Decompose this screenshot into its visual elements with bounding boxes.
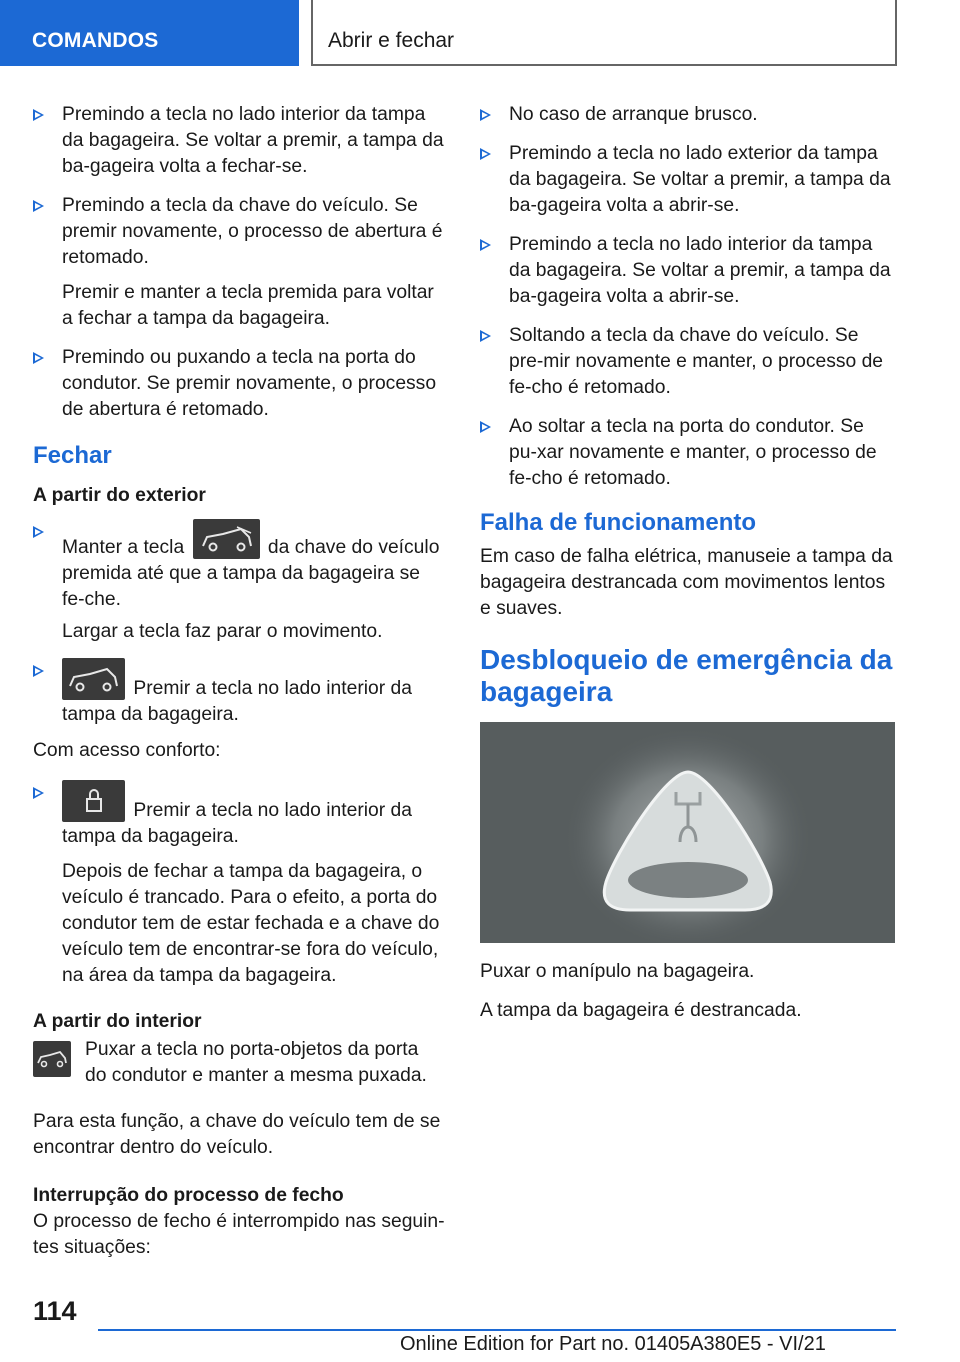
bullet-triangle-icon <box>33 352 44 364</box>
section-tab <box>0 0 299 66</box>
emergency-release-photo <box>480 722 895 943</box>
list-item: Premindo a tecla no lado interior da tampa da bagageira. Se voltar a premir, a tampa da ba-gageira volta a fechar-se. <box>33 102 445 180</box>
bullet-triangle-icon <box>33 109 44 121</box>
list-item: Ao soltar a tecla na porta do condutor. Se pu-xar novamente e manter, o processo de fe-cho é retomado. <box>480 414 896 492</box>
bullet-triangle-icon <box>33 526 44 538</box>
subheading-interior: A partir do interior <box>33 1011 202 1032</box>
footer-divider <box>98 1329 896 1331</box>
heading-falha: Falha de funcionamento <box>480 509 757 536</box>
comfort-label: Com acesso conforto: <box>33 740 221 761</box>
list-item: Premindo a tecla no lado interior da tampa da bagageira. Se voltar a premir, a tampa da ba-gageira volta a abrir-se. <box>480 232 896 310</box>
footer-edition: Online Edition for Part no. 01405A380E5 - VI/21 <box>400 1333 826 1355</box>
photo-caption-1: Puxar o manípulo na bagageira. <box>480 961 755 982</box>
bullet-triangle-icon <box>480 421 491 433</box>
list-item: Manter a tecla da chave do veículo premida até que a tampa da bagageira se fe-che. <box>33 519 445 613</box>
bullet-triangle-icon <box>480 239 491 251</box>
chapter-tab <box>311 0 897 66</box>
list-item: Premindo ou puxando a tecla na porta do condutor. Se premir novamente, o processo de abertura é retomado. <box>33 345 445 423</box>
list-item-continuation: Premir e manter a tecla premida para voltar a fechar a tampa da bagageira. <box>62 282 434 329</box>
page-number: 114 <box>33 1296 77 1326</box>
chapter-title: Abrir e fechar <box>328 29 455 52</box>
lock-button-icon <box>62 780 125 822</box>
subheading-interrupt: Interrupção do processo de fecho <box>33 1185 344 1206</box>
interrupt-text: O processo de fecho é interrompido nas seguin-tes situações: <box>33 1211 445 1258</box>
list-item: Soltando a tecla da chave do veículo. Se pre-mir novamente e manter, o processo de fe-cho é retomado. <box>480 323 896 401</box>
list-item: Premindo a tecla da chave do veículo. Se premir novamente, o processo de abertura é retomado. <box>33 193 445 271</box>
bullet-triangle-icon <box>480 109 491 121</box>
list-item: Premindo a tecla no lado exterior da tampa da bagageira. Se voltar a premir, a tampa da ba-gageira volta a abrir-se. <box>480 141 896 219</box>
subheading-exterior: A partir do exterior <box>33 485 206 506</box>
list-item-continuation: Depois de fechar a tampa da bagageira, o veículo é trancado. Para o efeito, a porta do condutor tem de estar fechada e a chave do veículo tem de encontrar-se fora do veículo, na área da tampa da bagageira. <box>62 861 440 986</box>
interior-note: Para esta função, a chave do veículo tem de se encontrar dentro do veículo. <box>33 1111 441 1158</box>
bullet-triangle-icon <box>33 200 44 212</box>
bullet-triangle-icon <box>480 148 491 160</box>
left-column <box>33 102 445 1274</box>
right-column <box>480 102 896 1037</box>
photo-caption-2: A tampa da bagageira é destrancada. <box>480 1000 802 1021</box>
car-interior-button-icon <box>33 1041 71 1077</box>
falha-text: Em caso de falha elétrica, manuseie a tampa da bagageira destrancada com movimentos lentos e suaves. <box>480 546 893 619</box>
bullet-triangle-icon <box>33 787 44 799</box>
interior-instruction: Puxar a tecla no porta-objetos da porta do condutor e manter a mesma puxada. <box>33 1037 445 1089</box>
list-item: Premir a tecla no lado interior da tampa da bagageira. <box>33 658 445 728</box>
tailgate-button-icon <box>62 658 125 700</box>
section-title: COMANDOS <box>32 29 159 52</box>
list-item: Premir a tecla no lado interior da tampa da bagageira. <box>33 780 445 850</box>
bullet-triangle-icon <box>33 665 44 677</box>
list-item-continuation: Largar a tecla faz parar o movimento. <box>62 621 383 642</box>
heading-desbloqueio: Desbloqueio de emergência da bagageira <box>480 644 893 707</box>
list-item: No caso de arranque brusco. <box>480 102 896 128</box>
bullet-triangle-icon <box>480 330 491 342</box>
heading-fechar: Fechar <box>33 442 112 469</box>
tailgate-key-icon <box>193 519 260 559</box>
